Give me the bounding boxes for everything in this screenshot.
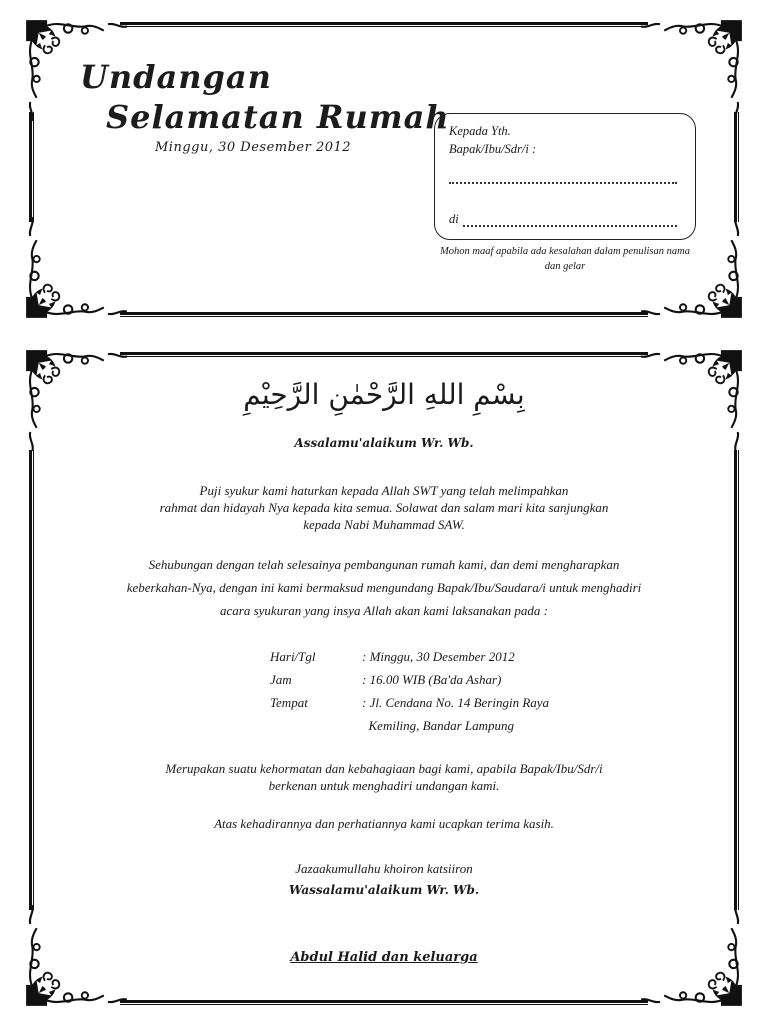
detail-label: Tempat xyxy=(270,694,308,710)
recipient-salutation: Kepada Yth. xyxy=(449,124,511,138)
opening-greeting: Assalamu'alaikum Wr. Wb. xyxy=(294,436,474,450)
title-line-1: Undangan xyxy=(80,58,272,96)
text-line: rahmat dan hidayah Nya kepada kita semua. Solawat dan salam mari kita sanjungkan xyxy=(159,500,609,515)
closing-greeting: Wassalamu'alaikum Wr. Wb. xyxy=(288,883,480,897)
frame-top-line xyxy=(120,352,648,357)
apology-note: Mohon maaf apabila ada kesalahan dalam penulisan nama dan gelar xyxy=(440,246,690,272)
detail-value: : 16.00 WIB (Ba'da Ashar) xyxy=(362,671,502,687)
detail-row-time xyxy=(270,668,549,691)
paragraph-honor xyxy=(60,760,708,794)
recipient-title-label: Bapak/Ibu/Sdr/i : xyxy=(449,142,537,156)
frame-right-line xyxy=(734,450,739,910)
recipient-location-label: di xyxy=(449,212,459,226)
event-date: Minggu, 30 Desember 2012 xyxy=(155,140,352,155)
text-line: Sehubungan dengan telah selesainya pembangunan rumah kami, dan demi mengharapkan xyxy=(148,557,620,572)
title-line-2: Selamatan Rumah xyxy=(106,98,450,136)
frame-bottom-line xyxy=(120,1000,648,1005)
event-details xyxy=(270,645,549,737)
paragraph-thanks: Atas kehadirannya dan perhatiannya kami ucapkan terima kasih. xyxy=(214,816,554,831)
text-line: acara syukuran yang insya Allah akan kami laksanakan pada : xyxy=(220,603,548,618)
detail-row-date xyxy=(270,645,549,668)
text-line: keberkahan-Nya, dengan ini kami bermaksud mengundang Bapak/Ibu/Saudara/i untuk menghadiri xyxy=(126,580,642,595)
detail-row-place xyxy=(270,691,549,714)
signature: Abdul Halid dan keluarga xyxy=(290,950,478,965)
text-line: Merupakan suatu kehormatan dan kebahagiaan bagi kami, apabila Bapak/Ibu/Sdr/i xyxy=(165,761,603,776)
detail-value: : Minggu, 30 Desember 2012 xyxy=(362,648,515,664)
detail-value: Kemiling, Bandar Lampung xyxy=(362,717,515,733)
paragraph-invitation xyxy=(40,553,728,622)
paragraph-praise xyxy=(60,482,708,533)
detail-value: : Jl. Cendana No. 14 Beringin Raya xyxy=(362,694,550,710)
bismillah-calligraphy: بِسْمِ اللهِ الرَّحْمٰنِ الرَّحِيْمِ xyxy=(243,378,525,411)
text-line: Puji syukur kami haturkan kepada Allah SWT yang telah melimpahkan xyxy=(199,483,569,498)
closing-prayer: Jazaakumullahu khoiron katsiiron xyxy=(295,861,473,876)
detail-label: Hari/Tgl xyxy=(270,648,316,664)
text-line: kepada Nabi Muhammad SAW. xyxy=(303,517,465,532)
detail-label: Jam xyxy=(270,671,292,687)
detail-row-place-cont xyxy=(270,714,549,737)
text-line: berkenan untuk menghadiri undangan kami. xyxy=(268,778,500,793)
frame-left-line xyxy=(29,450,34,910)
